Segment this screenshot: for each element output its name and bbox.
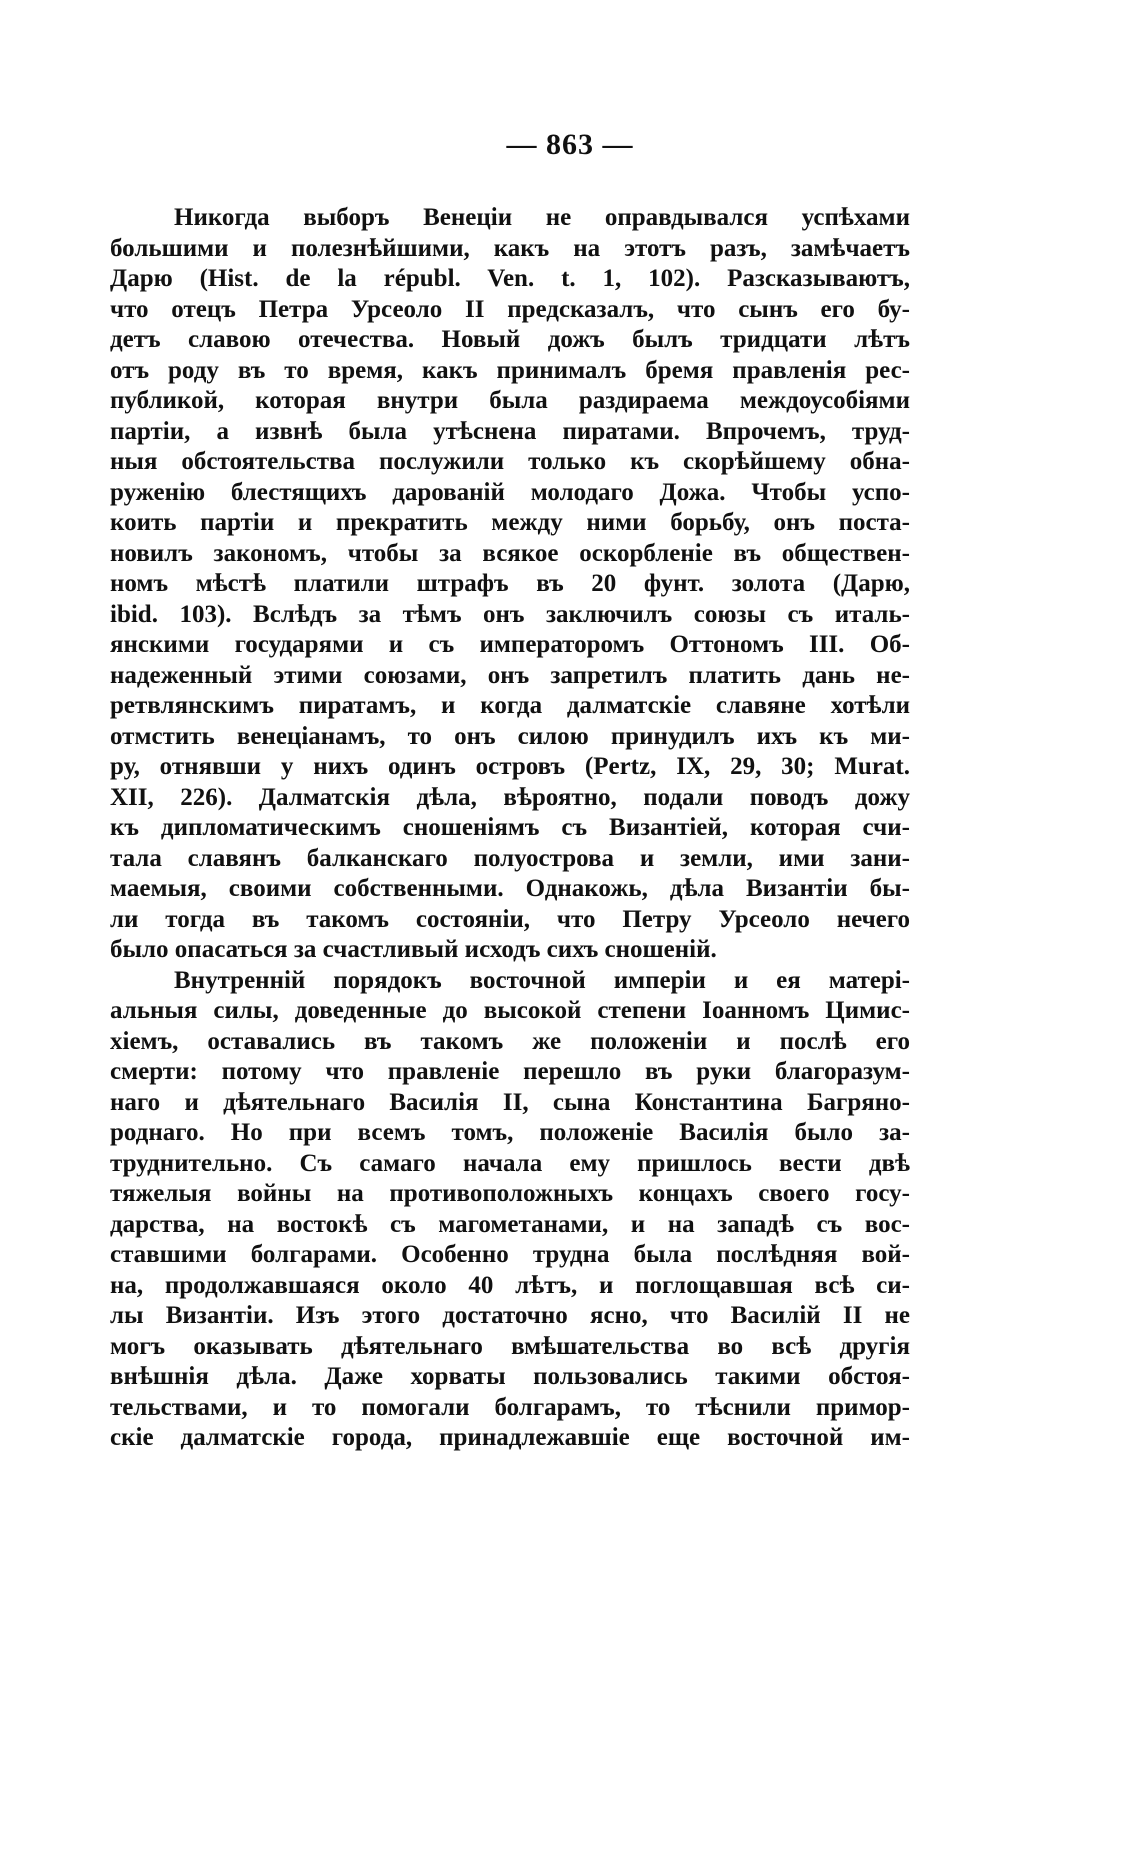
text-line: янскими государями и съ императоромъ Оттономъ III. Об-: [110, 631, 910, 658]
text-line: маемыя, своими собственными. Однакожь, дѣла Византіи бы-: [110, 875, 910, 902]
text-line: на, продолжавшаяся около 40 лѣтъ, и поглощавшая всѣ си-: [110, 1271, 910, 1299]
text-line: детъ славою отечества. Новый дожъ былъ тридцати лѣтъ: [110, 326, 910, 353]
text-line: ставшими болгарами. Особенно трудна была послѣдняя вой-: [110, 1241, 910, 1268]
text-line: публикой, которая внутри была раздираема междоусобіями: [110, 387, 910, 414]
text-line: руженію блестящихъ дарованій молодаго Дожа. Чтобы успо-: [110, 478, 910, 506]
text-line: тяжелыя войны на противоположныхъ концахъ своего госу-: [110, 1180, 910, 1207]
paragraph-1: [110, 203, 910, 966]
text-line: что отецъ Петра Урсеоло II предсказалъ, что сынъ его бу-: [110, 295, 910, 323]
text-line: Дарю (Hist. de la républ. Ven. t. 1, 102). Разсказываютъ,: [110, 265, 910, 292]
text-line: труднительно. Съ самаго начала ему пришлось вести двѣ: [110, 1149, 910, 1177]
text-line: партіи, а извнѣ была утѣснена пиратами. Впрочемъ, труд-: [110, 417, 910, 445]
text-line: ныя обстоятельства послужили только къ скорѣйшему обна-: [110, 448, 910, 475]
text-line: внѣшнія дѣла. Даже хорваты пользовались такими обстоя-: [110, 1363, 910, 1390]
text-line: роднаго. Но при всемъ томъ, положеніе Василія было за-: [110, 1119, 910, 1146]
text-line: Внутренній порядокъ восточной имперіи и ея матері-: [174, 966, 910, 994]
text-line: XII, 226). Далматскія дѣла, вѣроятно, подали поводъ дожу: [110, 783, 910, 811]
text-line: Никогда выборъ Венеціи не оправдывался успѣхами: [174, 204, 910, 231]
text-line: отъ роду въ то время, какъ принималъ бремя правленія рес-: [110, 356, 910, 384]
text-line: лы Византіи. Изъ этого достаточно ясно, что Василій II не: [110, 1302, 910, 1329]
text-line: къ дипломатическимъ сношеніямъ съ Византіей, которая счи-: [110, 814, 910, 841]
text-line: новилъ закономъ, чтобы за всякое оскорбленіе въ обществен-: [110, 539, 910, 567]
text-line: ру, отнявши у нихъ одинъ островъ (Pertz, IX, 29, 30; Murat.: [110, 753, 910, 780]
text-line: тала славянъ балканскаго полуострова и земли, ими зани-: [110, 844, 910, 872]
text-line: альныя силы, доведенные до высокой степени Іоанномъ Цимис-: [110, 997, 910, 1024]
text-line: тельствами, и то помогали болгарамъ, то тѣснили примор-: [110, 1393, 910, 1421]
text-line: наго и дѣятельнаго Василія II, сына Константина Багряно-: [110, 1088, 910, 1116]
text-line: смерти: потому что правленіе перешло въ руки благоразум-: [110, 1058, 910, 1085]
text-line: ibid. 103). Вслѣдъ за тѣмъ онъ заключилъ союзы съ италь-: [110, 600, 910, 628]
text-line: большими и полезнѣйшими, какъ на этотъ разъ, замѣчаетъ: [110, 234, 910, 262]
page-number: — 863 —: [506, 128, 634, 161]
text-line: дарства, на востокѣ съ магометанами, и на западѣ съ вос-: [110, 1210, 910, 1238]
text-line: коить партіи и прекратить между ними борьбу, онъ поста-: [110, 509, 910, 536]
text-line: скіе далматскіе города, принадлежавшіе еще восточной им-: [110, 1424, 910, 1451]
text-line: было опасаться за счастливый исходъ сихъ сношеній.: [110, 936, 717, 963]
text-line: могъ оказывать дѣятельнаго вмѣшательства во всѣ другія: [110, 1332, 910, 1360]
text-line: ли тогда въ такомъ состояніи, что Петру Урсеоло нечего: [110, 905, 910, 933]
text-line: номъ мѣстѣ платили штрафъ въ 20 фунт. золота (Дарю,: [110, 570, 910, 597]
paragraph-2: [110, 966, 910, 1454]
text-line: хіемъ, оставались въ такомъ же положеніи и послѣ его: [110, 1027, 910, 1055]
text-line: ретвлянскимъ пиратамъ, и когда далматскіе славяне хотѣли: [110, 692, 910, 719]
text-line: отмстить венеціанамъ, то онъ силою принудилъ ихъ къ ми-: [110, 722, 910, 750]
body-text: [110, 203, 910, 1454]
text-line: надеженный этими союзами, онъ запретилъ платить дань не-: [110, 661, 910, 689]
